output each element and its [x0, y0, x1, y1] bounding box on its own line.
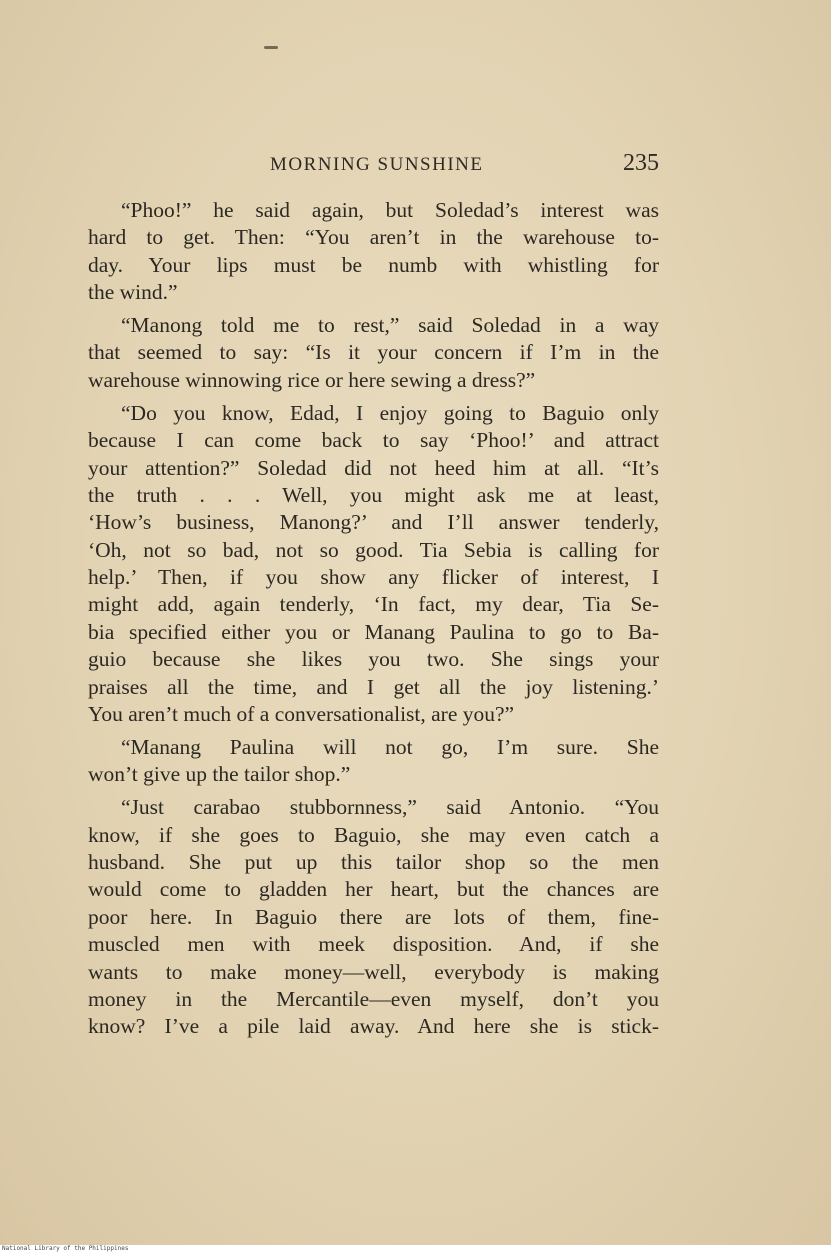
text-line: “Just carabao stubbornness,” said Antonio. “You: [121, 795, 659, 820]
page-number: 235: [623, 150, 659, 176]
text-line: bia specified either you or Manang Paulina to go to Ba-: [88, 619, 659, 644]
text-line: day. Your lips must be numb with whistling for: [88, 252, 659, 277]
running-head-title: MORNING SUNSHINE: [270, 154, 484, 175]
text-line: ‘Oh, not so bad, not so good. Tia Sebia is calling for: [88, 537, 659, 562]
text-line: “Manong told me to rest,” said Soledad in a way: [121, 313, 659, 338]
text-line: praises all the time, and I get all the joy listening.’: [88, 674, 659, 699]
text-line: because I can come back to say ‘Phoo!’ and attract: [88, 428, 659, 453]
text-line: husband. She put up this tailor shop so the men: [88, 849, 659, 874]
text-line: ‘How’s business, Manong?’ and I’ll answer tenderly,: [88, 510, 659, 535]
text-line: won’t give up the tailor shop.”: [88, 762, 351, 787]
text-line: the truth . . . Well, you might ask me at least,: [88, 482, 659, 507]
text-line: “Phoo!” he said again, but Soledad’s interest was: [121, 198, 659, 222]
text-line: know? I’ve a pile laid away. And here she is stick-: [88, 1014, 659, 1039]
paragraph: [88, 734, 659, 789]
text-line: warehouse winnowing rice or here sewing a dress?”: [88, 367, 536, 392]
paragraph: [88, 794, 659, 1041]
text-line: guio because she likes you two. She sings your: [88, 647, 659, 672]
text-line: “Manang Paulina will not go, I’m sure. She: [121, 734, 659, 759]
paragraph: [88, 400, 659, 729]
text-line: help.’ Then, if you show any flicker of interest, I: [88, 565, 659, 590]
running-head: [88, 150, 659, 180]
text-line: You aren’t much of a conversationalist, are you?”: [88, 702, 515, 727]
text-line: wants to make money—well, everybody is making: [88, 959, 659, 984]
page-speck: [264, 46, 278, 49]
paragraph: [88, 312, 659, 394]
text-line: poor here. In Baguio there are lots of them, fine-: [88, 904, 659, 929]
text-line: the wind.”: [88, 280, 178, 305]
text-line: your attention?” Soledad did not heed him at all. “It’s: [88, 455, 659, 480]
text-line: “Do you know, Edad, I enjoy going to Baguio only: [121, 400, 659, 425]
text-line: would come to gladden her heart, but the chances are: [88, 877, 659, 902]
text-line: muscled men with meek disposition. And, if she: [88, 932, 659, 957]
paragraph: [88, 197, 659, 307]
text-line: know, if she goes to Baguio, she may even catch a: [88, 822, 659, 847]
text-line: money in the Mercantile—even myself, don’t you: [88, 986, 659, 1011]
text-line: that seemed to say: “Is it your concern if I’m in the: [88, 340, 659, 365]
library-credit: National Library of the Philippines: [2, 1245, 129, 1252]
text-line: hard to get. Then: “You aren’t in the warehouse to-: [88, 225, 659, 250]
body-text: [88, 197, 659, 1046]
text-line: might add, again tenderly, ‘In fact, my dear, Tia Se-: [88, 592, 659, 617]
